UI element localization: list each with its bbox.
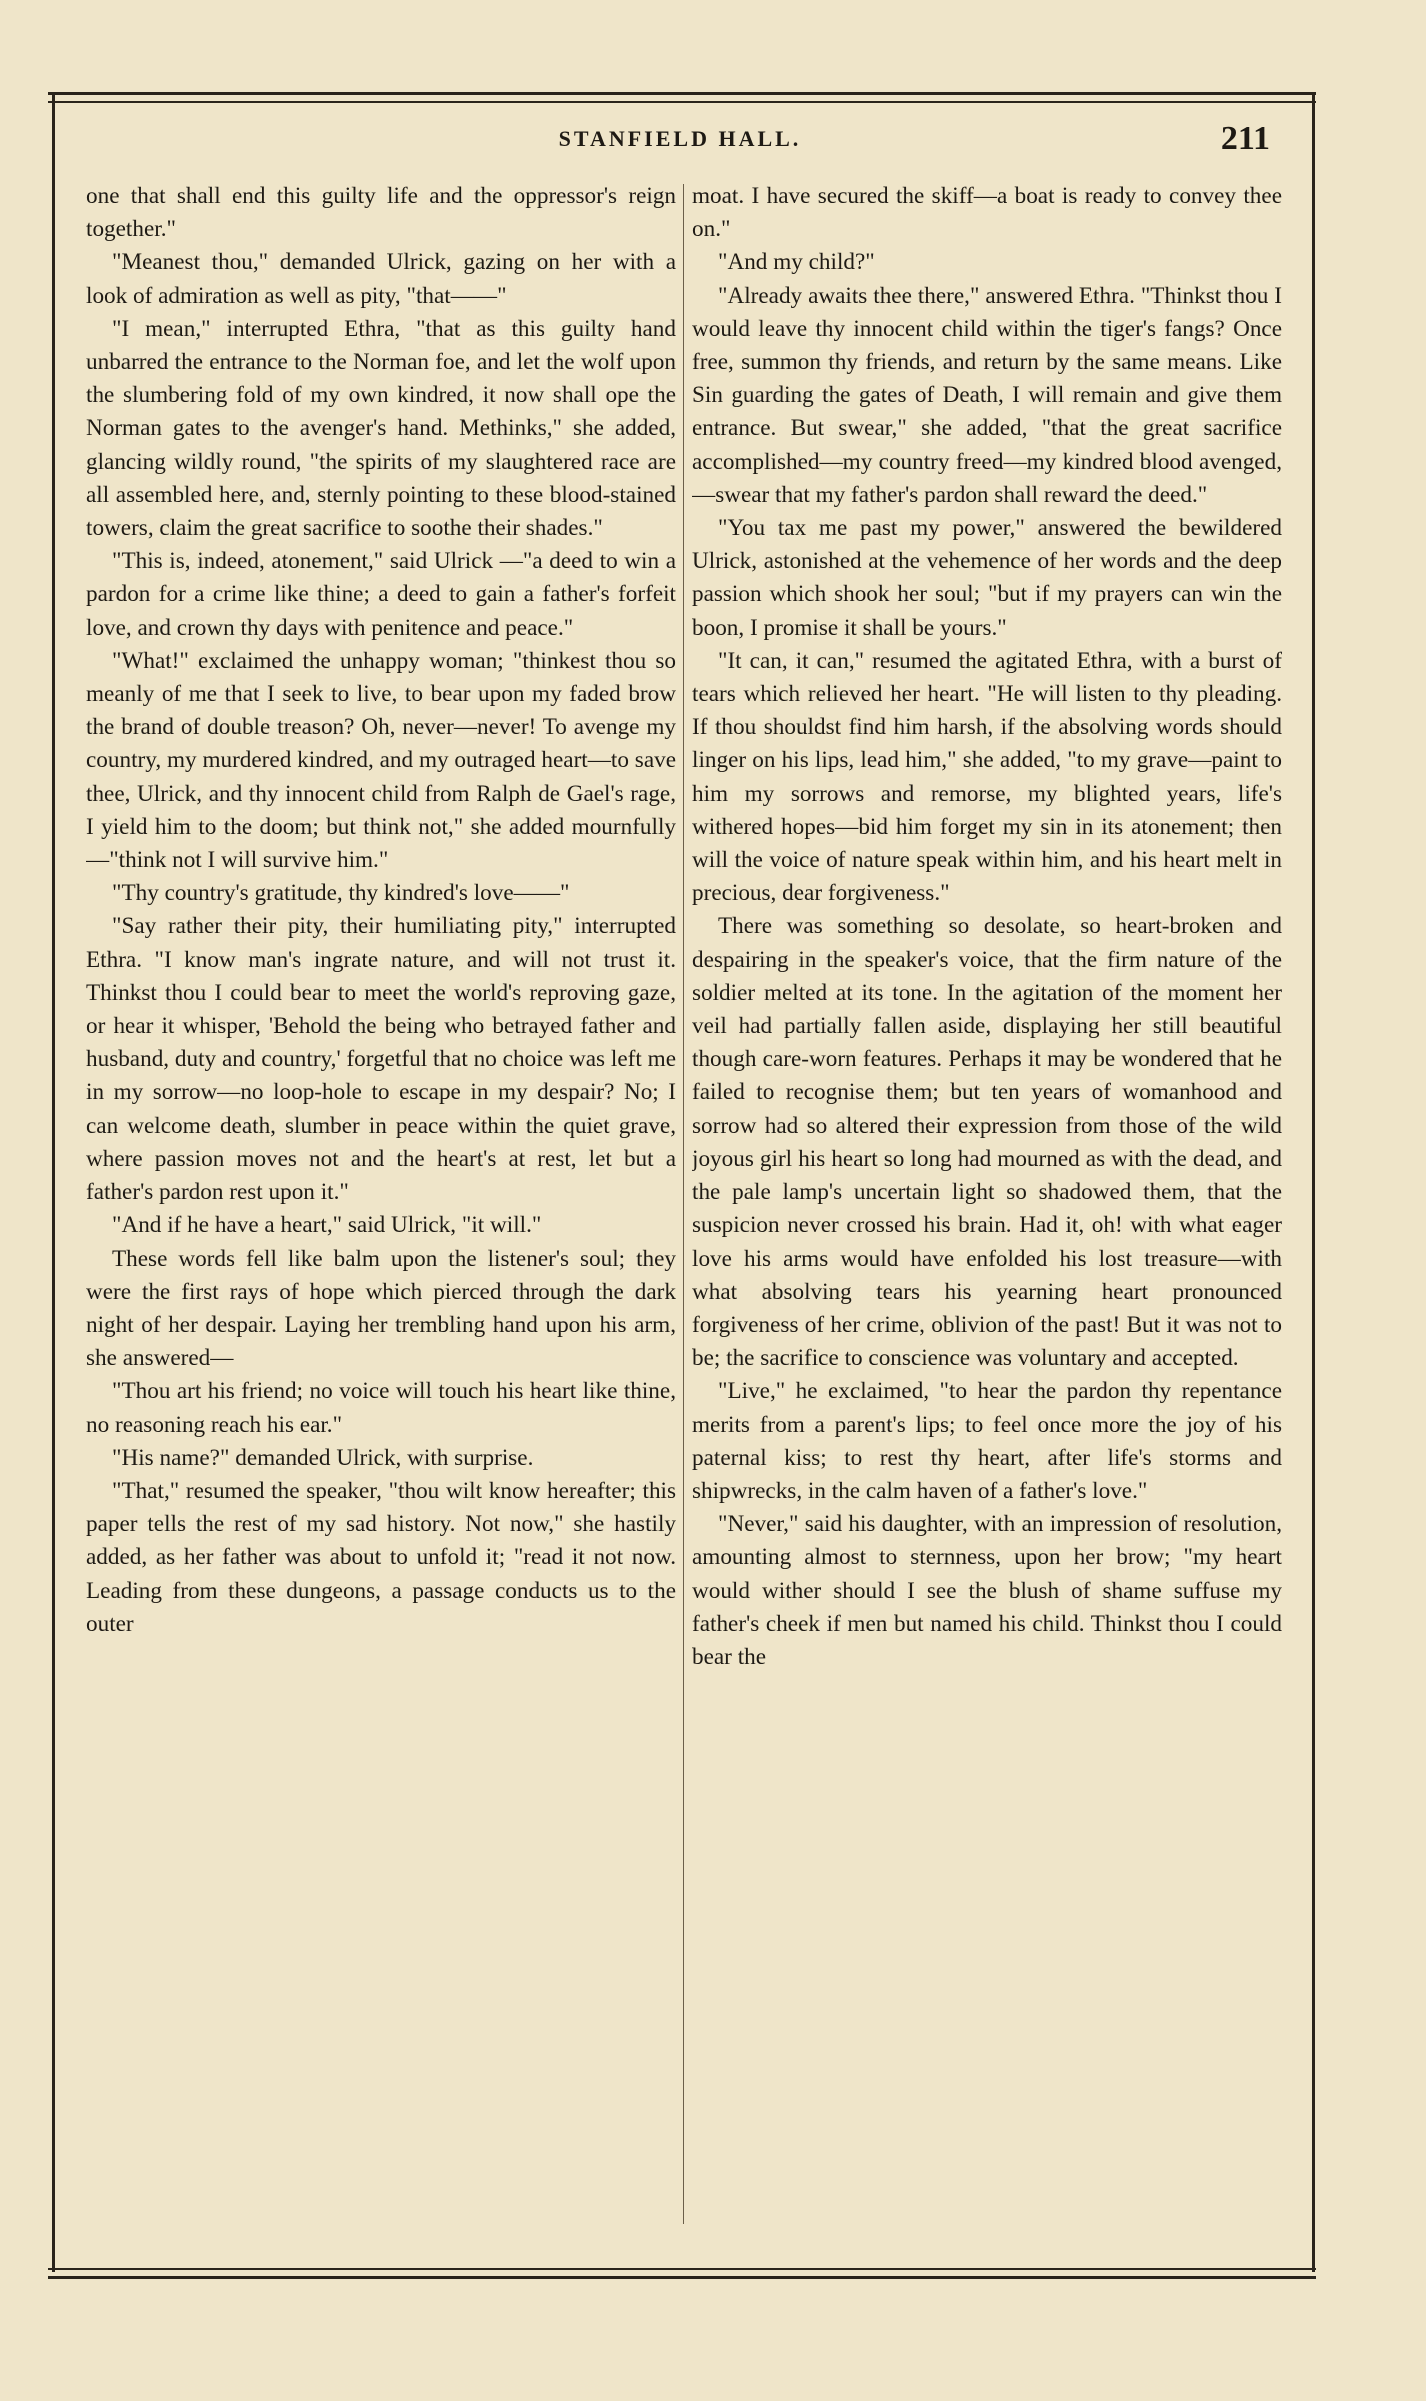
page-header (60, 120, 1300, 160)
left-border-rule (52, 92, 55, 2272)
paragraph: "It can, it can," resumed the agitated Ethra, with a burst of tears which relieved her heart. "He will listen to thy pleading. If thou shouldst find him harsh, if the absolving words should linger on his lips, lead him," she added, "to my grave—paint to him my sorrows and remorse, my blighted years, life's withered hopes—bid him forget my sin in its atonement; then will the voice of nature speak within him, and his heart melt in precious, dear forgiveness." (692, 647, 1282, 907)
paragraph: "Say rather their pity, their humiliating pity," interrupted Ethra. "I know man's ingrate nature, and will not trust it. Thinkst thou I could bear to meet the world's reproving gaze, or hear it whisper, 'Behold the being who betrayed father and husband, duty and country,' forgetful that no choice was left me in my sorrow—no loop-hole to escape in my despair? No; I can welcome death, slumber in peace within the quiet grave, where passion moves not and the heart's at rest, let but a father's pardon rest upon it." (86, 913, 676, 1206)
paragraph: There was something so desolate, so heart-broken and despairing in the speaker's voice, that the firm nature of the soldier melted at its tone. In the agitation of the moment her veil had partially fallen aside, displaying her still beautiful though care-worn features. Perhaps it may be wondered that he failed to recognise them; but ten years of womanhood and sorrow had so altered their expression from those of the wild joyous girl his heart so long had mourned as with the dead, and the pale lamp's uncertain light so shadowed them, that the suspicion never crossed his brain. Had it, oh! with what eager love his arms would have enfolded his lost treasure—with what absolving tears his yearning heart pronounced forgiveness of her crime, oblivion of the past! But it was not to be; the sacrifice to conscience was voluntary and accepted. (692, 913, 1282, 1372)
left-column (86, 180, 676, 2240)
paragraph: moat. I have secured the skiff—a boat is ready to convey thee on." (692, 183, 1282, 243)
paragraph: "This is, indeed, atonement," said Ulrick —"a deed to win a pardon for a crime like thine; a deed to gain a father's forfeit love, and crown thy days with penitence and peace." (86, 548, 676, 641)
paragraph: "His name?" demanded Ulrick, with surprise. (112, 1444, 534, 1471)
paragraph: "You tax me past my power," answered the bewildered Ulrick, astonished at the vehemence of her words and the deep passion which shook her soul; "but if my prayers can win the boon, I promise it shall be yours." (692, 515, 1282, 641)
right-column (692, 180, 1282, 2240)
paragraph: "That," resumed the speaker, "thou wilt know hereafter; this paper tells the rest of my sad history. Not now," she hastily added, as her father was about to unfold it; "read it not now. Leading from these dungeons, a passage conducts us to the outer (86, 1477, 676, 1637)
paragraph: "I mean," interrupted Ethra, "that as this guilty hand unbarred the entrance to the Norman foe, and let the wolf upon the slumbering fold of my own kindred, it now shall ope the Norman gates to the avenger's hand. Methinks," she added, glancing wildly round, "the spirits of my slaughtered race are all assembled here, and, sternly pointing to these blood-stained towers, claim the great sacrifice to soothe their shades." (86, 315, 676, 542)
paragraph: "Thy country's gratitude, thy kindred's love——" (112, 880, 570, 907)
paragraph: "Thou art his friend; no voice will touch his heart like thine, no reasoning reach his ear." (86, 1378, 676, 1438)
paragraph: "Already awaits thee there," answered Ethra. "Thinkst thou I would leave thy innocent child within the tiger's fangs? Once free, summon thy friends, and return by the same means. Like Sin guarding the gates of Death, I will remain and give them entrance. But swear," she added, "that the great sacrifice accomplished—my country freed—my kindred blood avenged,—swear that my father's pardon shall reward the deed." (692, 282, 1282, 508)
paragraph: "And my child?" (718, 249, 875, 276)
paragraph: "Live," he exclaimed, "to hear the pardon thy repentance merits from a parent's lips; to feel once more the joy of his paternal kiss; to rest thy heart, after life's storms and shipwrecks, in the calm haven of a father's love." (692, 1378, 1282, 1504)
right-border-rule (1312, 92, 1315, 2272)
column-divider (683, 184, 684, 2224)
paragraph: These words fell like balm upon the listener's soul; they were the first rays of hope which pierced through the dark night of her despair. Laying her trembling hand upon his arm, she answered— (86, 1245, 676, 1372)
top-border-rule (48, 92, 1316, 103)
paragraph: "And if he have a heart," said Ulrick, "it will." (112, 1212, 542, 1239)
paragraph: "Never," said his daughter, with an impression of resolution, amounting almost to sternness, upon her brow; "my heart would wither should I see the blush of shame suffuse my father's cheek if men but named his child. Thinkst thou I could bear the (692, 1511, 1282, 1670)
paragraph: "What!" exclaimed the unhappy woman; "thinkest thou so meanly of me that I seek to live, to bear upon my faded brow the brand of double treason? Oh, never—never! To avenge my country, my murdered kindred, and my outraged heart—to save thee, Ulrick, and thy innocent child from Ralph de Gael's rage, I yield him to the doom; but think not," she added mournfully—"think not I will survive him." (86, 647, 676, 874)
page-number: 211 (1220, 120, 1270, 157)
text-columns (86, 180, 1282, 2240)
bottom-border-rule (48, 2268, 1316, 2279)
running-title: STANFIELD HALL. (558, 126, 802, 151)
paragraph: one that shall end this guilty life and the oppressor's reign together." (86, 183, 676, 243)
paragraph: "Meanest thou," demanded Ulrick, gazing on her with a look of admiration as well as pity, "that——" (86, 249, 676, 309)
